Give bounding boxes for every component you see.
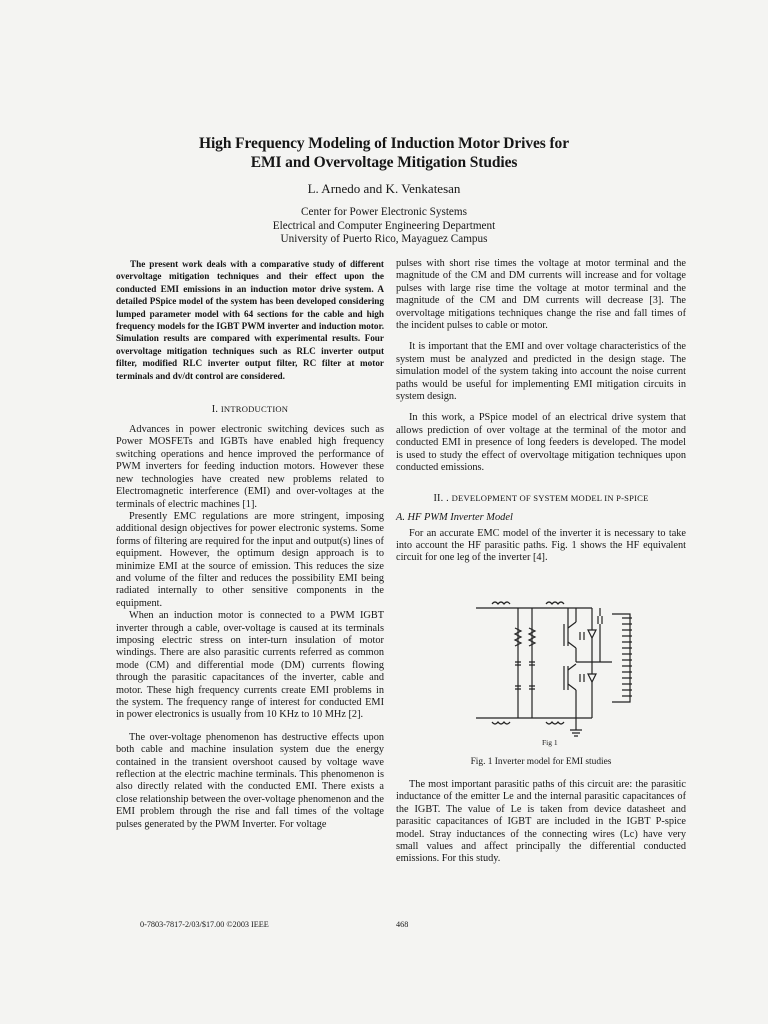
affiliation-line: Center for Power Electronic Systems	[301, 206, 467, 218]
affiliation-line: Electrical and Computer Engineering Department	[272, 219, 496, 232]
paper-title	[150, 134, 618, 172]
right-column	[396, 258, 686, 565]
copyright-notice: 0-7803-7817-2/03/$17.00 ©2003 IEEE	[140, 920, 269, 929]
abstract: The present work deals with a comparative study of different overvoltage mitigation techniques and their effect upon the conducted EMI emissions in an induction motor drive system. A detailed PSpice model of the system has been developed considering lumped parameter model with 64 sections for the cable and high frequency models for the IGBT PWM inverter and induction motor. Simulation results are compared with experimental results. Four overvoltage mitigation techniques such as RLC inverter output filter, modified RLC inverter output filter, RC filter at motor terminals and dv/dt control are considered.	[116, 259, 384, 381]
right-column-after-figure	[396, 779, 686, 866]
page-number: 468	[396, 920, 409, 929]
subsection-heading: A. HF PWM Inverter Model	[396, 511, 513, 523]
paragraph: It is important that the EMI and over voltage characteristics of the system must be analyzed and predicted in the design stage. The simulation model of the system taking into account the noise current paths would be useful for implementing EMI mitigation circuits in system design.	[396, 341, 686, 403]
affiliation-line: University of Puerto Rico, Mayaguez Campus	[280, 233, 488, 246]
paragraph: pulses with short rise times the voltage at motor terminal and the magnitude of the CM and DM currents will increase and for voltage pulses with large rise time the voltage at motor terminal and the magnitude of the CM and DM currents will decrease [3]. The overvoltage mitigations techniques change the rise and fall times of the incident pulses to cable or motor.	[396, 258, 686, 332]
figure-caption: Fig. 1 Inverter model for EMI studies	[470, 757, 612, 767]
paragraph: When an induction motor is connected to a PWM IGBT inverter through a cable, over-voltage is caused at its terminals imposing electric stress on inter-turn insulation of motor windings. There are also parasitic currents referred as common mode (CM) and differential mode (DM) currents flowing through the parasitic capacitances of the inverter, cable and motor. These high frequency currents create EMI problems in the system. The frequency range of interest for conducted EMI in power electronics is usually from 10 KHz to 10 MHz [2].	[116, 610, 384, 721]
paragraph: In this work, a PSpice model of an electrical drive system that allows prediction of over voltage at the terminal of the motor and conducted EMI in presence of long feeders is developed. The model is used to study the effect of overvoltage mitigation techniques upon conducted emissions.	[396, 412, 686, 474]
section-title: DEVELOPMENT OF SYSTEM MODEL IN P-SPICE	[451, 492, 649, 503]
paragraph: Presently EMC regulations are more stringent, imposing additional design objectives for power electronic systems. Some forms of filtering are required for the input and output(s) lines of equipment. However, the optimum design approach is to minimize EMI at the source of emission. This reduces the size and volume of the filter and reduces the possibility EMI being radiated internally to other sensitive components in the equipment.	[116, 510, 384, 609]
authors: L. Arnedo and K. Venkatesan	[307, 181, 461, 196]
paragraph: For an accurate EMC model of the inverter it is necessary to take into account the HF parasitic paths. Fig. 1 shows the HF equivalent circuit for one leg of the inverter [4].	[396, 527, 686, 564]
section-heading-development	[396, 493, 686, 504]
paragraph: The most important parasitic paths of this circuit are: the parasitic inductance of the emitter Le and the internal parasitic capacitances of the IGBT. The value of Le is taken from device datasheet and parasitic capacitances of IGBT are included in the IGBT P-spice model. Stray inductances of the connecting wires (Lc) have very small values and affect principally the differential conducted emissions. For this study.	[396, 779, 686, 865]
section-number: II. .	[433, 492, 449, 504]
section-number: I.	[211, 404, 219, 416]
title-line-2: EMI and Overvoltage Mitigation Studies	[250, 154, 518, 171]
section-title: INTRODUCTION	[220, 404, 289, 415]
affiliation	[200, 206, 568, 247]
figure-inner-label: Fig 1	[542, 738, 558, 747]
paragraph: Advances in power electronic switching devices such as Power MOSFETs and IGBTs have enabled high frequency switching operations and hence improved the performance of PWM inverters for feeding induction motors. However these new technologies have created new problems related to Electromagnetic interference (EMI) and over-voltages at the terminals of electric machines [1].	[116, 424, 384, 510]
inverter-circuit-figure	[472, 594, 648, 744]
title-line-1: High Frequency Modeling of Induction Motor Drives for	[199, 135, 569, 152]
left-column	[116, 258, 384, 831]
paragraph: The over-voltage phenomenon has destructive effects upon both cable and machine insulation system due the energy contained in the transient overshoot caused by voltage wave reflection at the electric machine terminals. This phenomenon is also directly related with the conducted EMI. There exists a close relationship between the over-voltage phenomenon and the EMI problem through the rise and fall times of the voltage pulses generated by the PWM Inverter. For voltage	[116, 731, 384, 830]
section-heading-introduction	[116, 404, 384, 415]
